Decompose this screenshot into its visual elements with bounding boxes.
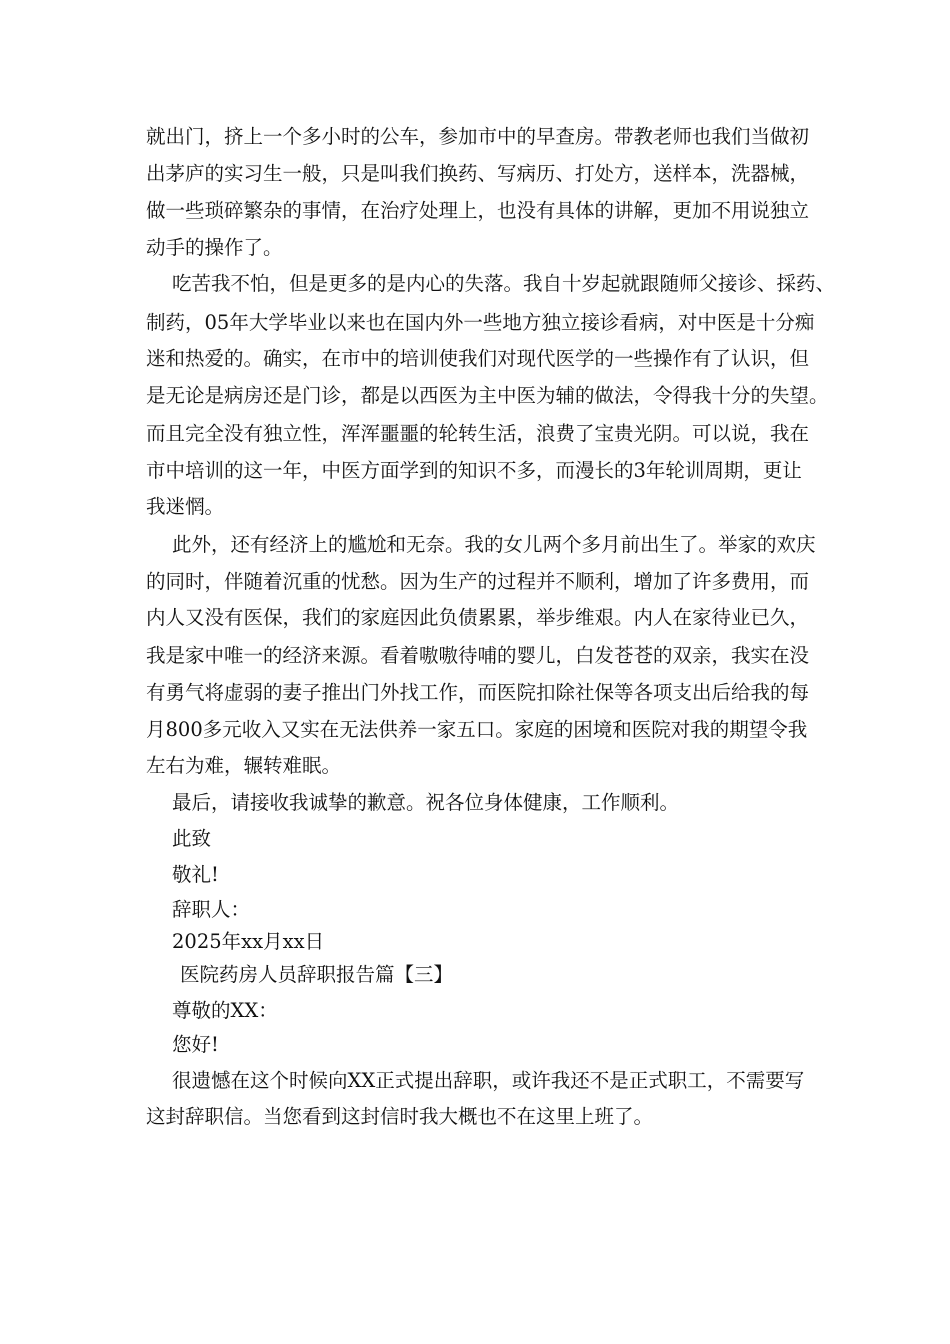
closing-line: 最后，请接收我诚挚的歉意。祝各位身体健康，工作顺利。	[172, 791, 680, 814]
salutation-line: 此致	[172, 827, 212, 850]
body-line: 出茅庐的实习生一般，只是叫我们换药、写病历、打处方，送样本，洗器械，	[146, 162, 810, 185]
body-line: 内人又没有医保，我们的家庭因此负债累累，举步维艰。内人在家待业已久，	[146, 606, 810, 629]
body-line: 制药，05年大学毕业以来也在国内外一些地方独立接诊看病，对中医是十分痴	[146, 311, 815, 334]
body-line: 有勇气将虚弱的妻子推出门外找工作，而医院扣除社保等各项支出后给我的每	[146, 681, 810, 704]
body-line: 我迷惘。	[146, 495, 225, 518]
body-line: 是无论是病房还是门诊，都是以西医为主中医为辅的做法，令得我十分的失望。	[146, 384, 829, 407]
body-line: 而且完全没有独立性，浑浑噩噩的轮转生活，浪费了宝贵光阴。可以说，我在	[146, 422, 810, 445]
salutation-line: 敬礼!	[172, 863, 219, 886]
greeting-line: 您好!	[172, 1033, 219, 1056]
body-line: 这封辞职信。当您看到这封信时我大概也不在这里上班了。	[146, 1105, 654, 1128]
body-line: 迷和热爱的。确实，在市中的培训使我们对现代医学的一些操作有了认识，但	[146, 347, 810, 370]
body-line: 动手的操作了。	[146, 236, 283, 259]
paragraph-start-line: 很遗憾在这个时候向XX正式提出辞职，或许我还不是正式职工，不需要写	[172, 1069, 805, 1092]
body-line: 我是家中唯一的经济来源。看着嗷嗷待哺的婴儿，白发苍苍的双亲，我实在没	[146, 644, 810, 667]
body-line: 左右为难，辗转难眠。	[146, 754, 342, 777]
date-line: 2025年xx月xx日	[172, 930, 325, 953]
body-line: 月800多元收入又实在无法供养一家五口。家庭的困境和医院对我的期望令我	[146, 718, 808, 741]
body-line: 就出门，挤上一个多小时的公车，参加市中的早查房。带教老师也我们当做初	[146, 125, 810, 148]
body-line: 市中培训的这一年，中医方面学到的知识不多，而漫长的3年轮训周期，更让	[146, 459, 802, 482]
paragraph-start-line: 此外，还有经济上的尴尬和无奈。我的女儿两个多月前出生了。举家的欢庆	[172, 533, 816, 556]
body-line: 的同时，伴随着沉重的忧愁。因为生产的过程并不顺利，增加了许多费用，而	[146, 570, 810, 593]
greeting-line: 尊敬的XX：	[172, 999, 278, 1022]
paragraph-start-line: 吃苦我不怕，但是更多的是内心的失落。我自十岁起就跟随师父接诊、採药、	[172, 272, 836, 295]
section-heading: 医院药房人员辞职报告篇【三】	[180, 963, 454, 986]
body-line: 做一些琐碎繁杂的事情，在治疗处理上，也没有具体的讲解，更加不用说独立	[146, 199, 810, 222]
signature-line: 辞职人：	[172, 898, 251, 921]
